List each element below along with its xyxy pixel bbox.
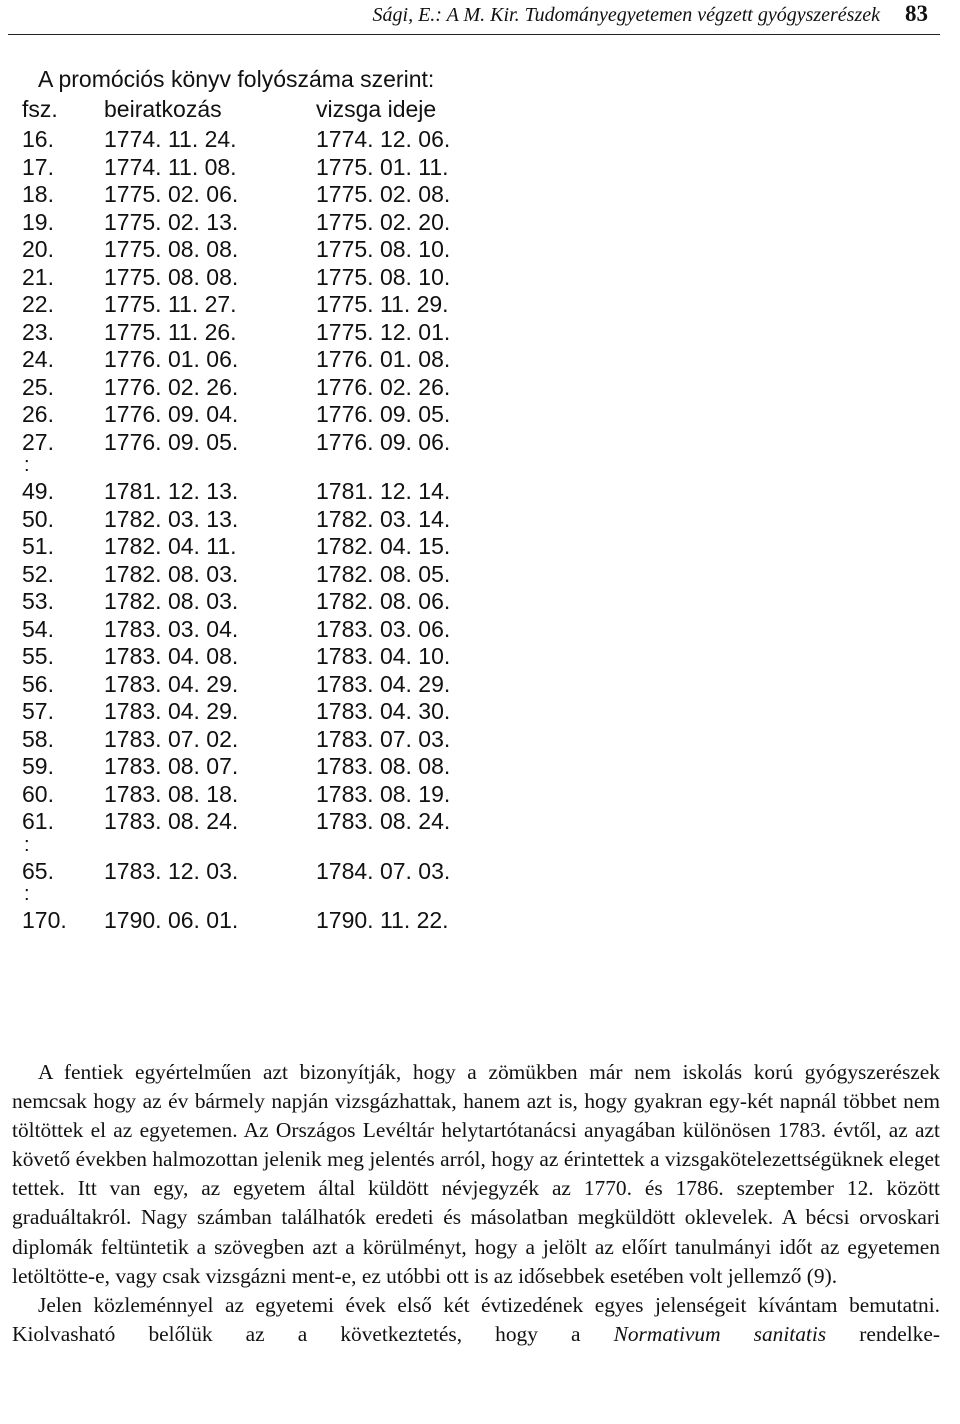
ellipsis-row: [0, 456, 960, 478]
exam-date: 1782. 04. 15.: [316, 533, 451, 559]
exam-date: 1775. 02. 20.: [316, 208, 451, 235]
enrollment-date: 1783. 08. 18.: [104, 780, 239, 807]
row-number: 20.: [22, 236, 54, 262]
table-row: [0, 726, 960, 754]
enrollment-date: 1775. 11. 26.: [104, 318, 237, 345]
row-number: 18.: [22, 181, 54, 207]
table-row: [0, 478, 960, 506]
column-header-enrollment: beiratkozás: [104, 96, 222, 122]
enrollment-date: 1783. 04. 29.: [104, 698, 239, 724]
table-row: [0, 616, 960, 644]
row-number: 51.: [22, 533, 54, 559]
list-intro: A promóciós könyv folyószáma szerint:: [38, 66, 435, 92]
exam-date: 1775. 01. 11.: [316, 153, 449, 180]
exam-date: 1776. 01. 08.: [316, 346, 451, 372]
row-number: 26.: [22, 401, 54, 427]
table-row: [0, 181, 960, 209]
enrollment-date: 1776. 01. 06.: [104, 346, 239, 372]
table-row: [0, 588, 960, 616]
exam-date: 1783. 04. 10.: [316, 643, 451, 669]
row-number: 170.: [22, 907, 67, 933]
exam-date: 1775. 08. 10.: [316, 236, 451, 262]
exam-date: 1782. 08. 06.: [316, 588, 451, 614]
ellipsis-mark: :: [24, 883, 30, 905]
enrollment-date: 1790. 06. 01.: [104, 907, 239, 933]
exam-date: 1782. 08. 05.: [316, 560, 451, 587]
row-number: 55.: [22, 643, 54, 669]
table-row: [0, 319, 960, 347]
exam-date: 1775. 02. 08.: [316, 181, 451, 207]
row-number: 27.: [22, 428, 54, 455]
exam-date: 1774. 12. 06.: [316, 126, 451, 152]
enrollment-date: 1775. 02. 06.: [104, 181, 239, 207]
table-row: [0, 374, 960, 402]
table-row: [0, 126, 960, 154]
exam-date: 1775. 08. 10.: [316, 263, 451, 290]
enrollment-date: 1781. 12. 13.: [104, 478, 239, 504]
table-row: [0, 753, 960, 781]
exam-date: 1783. 07. 03.: [316, 725, 451, 752]
enrollment-date: 1775. 08. 08.: [104, 263, 239, 290]
exam-date: 1783. 04. 30.: [316, 698, 451, 724]
ellipsis-mark: :: [24, 833, 30, 856]
row-number: 58.: [22, 725, 54, 752]
row-number: 19.: [22, 208, 54, 235]
exam-date: 1776. 09. 05.: [316, 401, 451, 427]
row-number: 54.: [22, 615, 54, 642]
table-row: [0, 533, 960, 561]
exam-date: 1783. 08. 24.: [316, 808, 451, 834]
enrollment-date: 1776. 09. 05.: [104, 428, 239, 455]
table-row: [0, 506, 960, 534]
row-number: 60.: [22, 780, 54, 807]
exam-date: 1776. 09. 06.: [316, 428, 451, 455]
exam-date: 1775. 11. 29.: [316, 291, 449, 317]
row-number: 49.: [22, 478, 54, 504]
exam-date: 1775. 12. 01.: [316, 318, 451, 345]
enrollment-date: 1774. 11. 08.: [104, 153, 237, 180]
enrollment-date: 1783. 03. 04.: [104, 615, 239, 642]
table-row: [0, 561, 960, 589]
table-row: [0, 808, 960, 836]
ellipsis-row: [0, 885, 960, 907]
exam-date: 1783. 03. 06.: [316, 615, 451, 642]
row-number: 22.: [22, 291, 54, 317]
table-row: [0, 154, 960, 182]
row-number: 57.: [22, 698, 54, 724]
exam-date: 1783. 08. 08.: [316, 753, 451, 779]
exam-date: 1790. 11. 22.: [316, 907, 449, 933]
enrollment-date: 1782. 03. 13.: [104, 505, 239, 532]
enrollment-date: 1783. 08. 24.: [104, 808, 239, 834]
paragraph-text: rendelke-: [859, 1321, 940, 1346]
enrollment-date: 1776. 02. 26.: [104, 373, 239, 400]
exam-date: 1784. 07. 03.: [316, 857, 451, 884]
table-row: [0, 401, 960, 429]
enrollment-date: 1783. 08. 07.: [104, 753, 239, 779]
table-row: [0, 236, 960, 264]
row-number: 65.: [22, 857, 54, 884]
enrollment-date: 1774. 11. 24.: [104, 126, 237, 152]
row-number: 50.: [22, 505, 54, 532]
enrollment-date: 1783. 04. 29.: [104, 670, 239, 697]
paragraph: [12, 1291, 940, 1349]
row-number: 61.: [22, 808, 54, 834]
table-row: [0, 643, 960, 671]
promotion-table: [0, 96, 960, 935]
ellipsis-row: [0, 833, 960, 858]
exam-date: 1783. 04. 29.: [316, 670, 451, 697]
header-rule: [8, 34, 940, 35]
exam-date: 1782. 03. 14.: [316, 505, 451, 532]
italic-term: Normativum sanitatis: [613, 1321, 827, 1346]
row-number: 16.: [22, 126, 54, 152]
row-number: 21.: [22, 263, 54, 290]
exam-date: 1776. 02. 26.: [316, 373, 451, 400]
row-number: 53.: [22, 588, 54, 614]
table-row: [0, 429, 960, 457]
table-header-row: [0, 96, 960, 126]
enrollment-date: 1775. 11. 27.: [104, 291, 237, 317]
ellipsis-mark: :: [24, 454, 30, 476]
row-number: 52.: [22, 560, 54, 587]
table-row: [0, 346, 960, 374]
enrollment-date: 1782. 08. 03.: [104, 588, 239, 614]
column-header-exam-date: vizsga ideje: [316, 96, 437, 122]
row-number: 56.: [22, 670, 54, 697]
enrollment-date: 1783. 12. 03.: [104, 857, 239, 884]
row-number: 17.: [22, 153, 54, 180]
table-row: [0, 858, 960, 886]
row-number: 59.: [22, 753, 54, 779]
table-row: [0, 671, 960, 699]
enrollment-date: 1775. 08. 08.: [104, 236, 239, 262]
enrollment-date: 1783. 04. 08.: [104, 643, 239, 669]
enrollment-date: 1776. 09. 04.: [104, 401, 239, 427]
running-title: Sági, E.: A M. Kir. Tudományegyetemen végzett gyógyszerészek: [372, 4, 880, 26]
paragraph-text: Jelen közleménnyel az egyetemi évek első két évtizedének egyes jelenségeit kívántam bemutatni. Kiolvasható belőlük az a következtetés, hogy a: [12, 1292, 940, 1346]
table-row: [0, 781, 960, 809]
enrollment-date: 1782. 08. 03.: [104, 560, 239, 587]
table-row: [0, 264, 960, 292]
row-number: 23.: [22, 318, 54, 345]
body-text: [12, 1058, 940, 1349]
column-header-number: fsz.: [22, 96, 58, 122]
enrollment-date: 1783. 07. 02.: [104, 725, 239, 752]
table-row: [0, 209, 960, 237]
page-number: 83: [905, 1, 928, 26]
table-row: [0, 698, 960, 726]
paragraph: A fentiek egyértelműen azt bizonyítják, hogy a zömükben már nem iskolás korú gyógyszerészek nemcsak hogy az év bármely napján vizsgázhattak, hanem azt is, hogy gyakran egy-két napnál többet nem töltöttek el az egyetemen. Az Országos Levéltár helytartótanácsi anyagában különösen 1783. évtől, az azt követő években halmozottan jelenik meg jelentés arról, hogy az érintettek a vizsgakötelezettségüknek eleget tettek. Itt van egy, az egyetem által küldött névjegyzék az 1770. és 1786. szeptember 12. között graduáltakról. Nagy számban találhatók eredeti és másolatban megküldött oklevelek. A bécsi orvoskari diplomák feltüntetik a szövegben azt a körülményt, hogy a jelölt az előírt tanulmányi időt az egyetemen letöltötte-e, vagy csak vizsgázni ment-e, ez utóbbi ott is az idősebbek esetében volt jellemző (9).: [12, 1060, 940, 1288]
row-number: 24.: [22, 346, 54, 372]
enrollment-date: 1782. 04. 11.: [104, 533, 237, 559]
table-row: [0, 907, 960, 935]
enrollment-date: 1775. 02. 13.: [104, 208, 239, 235]
exam-date: 1781. 12. 14.: [316, 478, 451, 504]
row-number: 25.: [22, 373, 54, 400]
page-header: [0, 0, 960, 34]
exam-date: 1783. 08. 19.: [316, 780, 451, 807]
table-row: [0, 291, 960, 319]
